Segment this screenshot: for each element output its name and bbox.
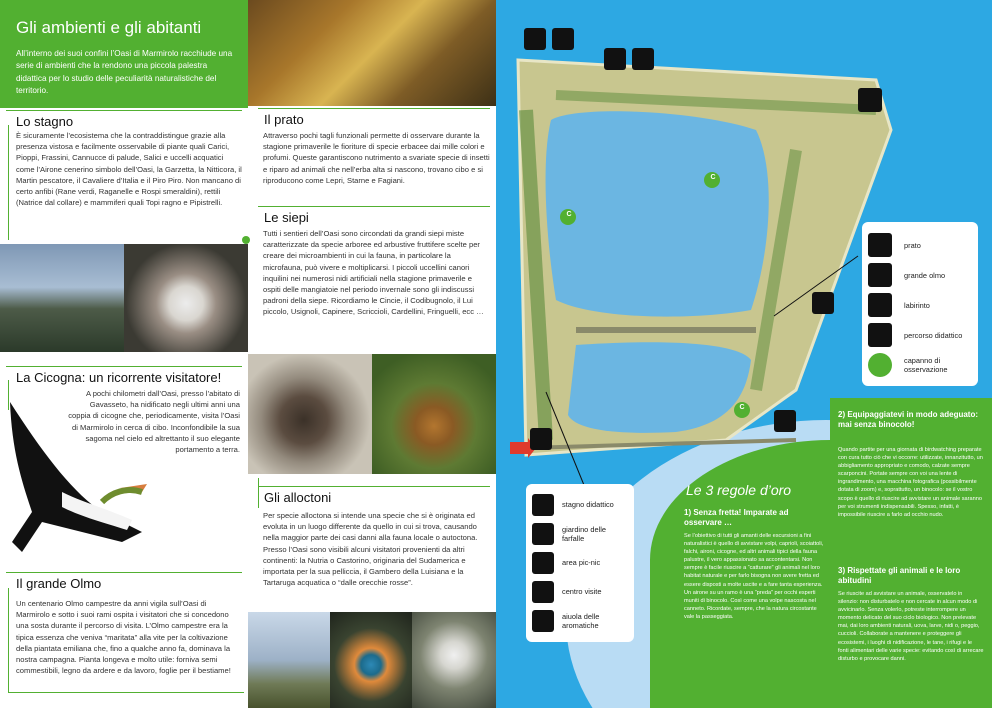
leaves-photo xyxy=(248,0,496,106)
legend-right xyxy=(862,222,978,386)
grass-icon xyxy=(868,233,892,257)
hiker-icon[interactable] xyxy=(632,48,654,70)
grass-icon[interactable] xyxy=(524,28,546,50)
hide-c-icon xyxy=(868,353,892,377)
legend-item xyxy=(868,320,972,350)
legend-label: aiuola delle aromatiche xyxy=(562,611,600,630)
maze-icon[interactable] xyxy=(858,88,882,112)
nutria-photo xyxy=(248,354,372,474)
house-icon xyxy=(532,581,554,603)
stagno-heading: Lo stagno xyxy=(16,114,74,129)
cicogna-section xyxy=(6,366,242,388)
rule2-text: Quando partite per una giornata di birdwatching preparate con cura tutto ciò che vi occorre: utilizzate, innanzitutto, un abbigliamento appropriato e comodo, calzate sempre scarponcini. Portate sempre con voi una lente di ingrandimento, una macchina fotografica (possibilmente dotata di zoom) e, soprattutto, un binocolo: se il vostro scopo è quello di riuscire ad avvistare un animale saranno per voi strumenti indispensabili. Spesso, infatti, è impossibile riuscire a farlo ad occhio nudo. xyxy=(838,447,983,518)
rule1-heading: 1) Senza fretta! Imparate ad osservare … xyxy=(684,508,789,527)
hiker-icon[interactable] xyxy=(530,428,552,450)
legend-item xyxy=(532,490,628,519)
siepi-section xyxy=(258,206,490,228)
legend-bottom xyxy=(526,484,634,642)
legend-label: area pic-nic xyxy=(562,558,601,567)
legend-item xyxy=(868,230,972,260)
connector-dot xyxy=(242,236,250,244)
olmo-text: Un centenario Olmo campestre da anni vigila sull’Oasi di Marmirolo e sotto i suoi rami ospita i visitatori che si concedono una sosta durante il percorso di visita. L’Olmo campestre era la tipica essenza che veniva “maritata” alla vite per la coltivazione della piantata emiliana che, fino a qualche anno fa, dominava la nostra campagna. Pianta longeva e molto utile: forniva semi commestibili, legno da ardere e da lavoro, foglie per il bestiame! xyxy=(16,599,231,676)
leaf-icon xyxy=(532,610,554,632)
legend-label: prato xyxy=(904,240,921,250)
hiker-icon xyxy=(868,323,892,347)
prato-section xyxy=(258,108,490,130)
rule3-text: Se riuscite ad avvistare un animale, osservatelo in silenzio: non disturbatelo e non cercate in alcun modo di avvicinarlo. Senza volerlo, potreste interrompere un momento delicato del suo ciclo biologico. Non prelevate mai, dai loro ambienti naturali, uova, larve, nidi o, peggio, cuccioli. Collaborate a mantenere e proteggere gli ecosistemi, i luoghi di nidificazione, le tane, i rifugi e le fonti alimentari delle varie specie: evitando così di arrecare disturbo e provocare danni. xyxy=(838,591,984,662)
map-marker-c[interactable]: C xyxy=(739,404,745,411)
rule1-text: Se l’obiettivo di tutti gli amanti delle escursioni a fini naturalistici è quello di avvistare volpi, caprioli, scoiattoli, falchi, aironi, cicogne, ed altri animali tipici della fauna palustre, il vero appassionato sa accontentarsi. Non sempre è facile riuscire a “catturare” gli animali nel loro habitat naturale e per farlo bisogna non avere fretta ed essere disposti a molte uscite e a fare tanta esperienza. Un airone su un ramo è una “preda” per occhi esperti muniti di binocolo. Così come una volpe nascosta nel canneto. Ricordate, sempre, che la natura circostante vale la passeggiata. xyxy=(684,533,824,620)
picnic-icon xyxy=(532,552,554,574)
tree-icon[interactable] xyxy=(604,48,626,70)
prato-text: Attraverso pochi tagli funzionali permette di osservare durante la stagione primaverile le fioriture di specie erbacee dai mille colori e profumi. Queste garantiscono nutrimento a svariate specie di insetti e riparo ad animali che nell’erba alta si nascono, trovano cibo e si riproducono come Lepri, Starne e Fagiani. xyxy=(263,131,490,185)
deer-photo xyxy=(372,354,496,474)
tree-icon xyxy=(868,263,892,287)
stagno-text: È sicuramente l’ecosistema che la contraddistingue grazie alla presenza vistosa e facilmente osservabile di piante quali Carici, Pioppi, Frassini, Cannucce di palude, Salici e uccelli acquatici come l’Airone cenerino simbolo dell’Oasi, la Garzetta, la Nitticora, il Martin pescatore, il Cavaliere d’Italia e il Piro Piro. Non mancano di certo anfibi (Rane verdi, Raganelle e Rospi smeraldini), rettili (Natrice dal collare) e mammiferi quali Topi ragno e Pipistrelli. xyxy=(16,131,242,208)
map-marker-c[interactable]: C xyxy=(566,211,572,218)
hiker-icon[interactable] xyxy=(552,28,574,50)
legend-item xyxy=(868,260,972,290)
legend-item xyxy=(532,577,628,606)
legend-item xyxy=(868,290,972,320)
legend-item xyxy=(532,548,628,577)
intro-title: Gli ambienti e gli abitanti xyxy=(16,18,202,37)
intro-text: All’interno dei suoi confini l’Oasi di Marmirolo racchiude una serie di ambienti che la rendono una piccola palestra didattica per lo studio delle peculiarità naturalistiche del territorio. xyxy=(16,49,233,96)
legend-item xyxy=(532,519,628,548)
cicogna-heading: La Cicogna: un ricorrente visitatore! xyxy=(16,370,222,385)
connector-line-3 xyxy=(8,588,9,692)
maze-icon xyxy=(868,293,892,317)
alloctoni-section xyxy=(258,486,490,508)
connector-line-4 xyxy=(8,692,244,693)
legend-label: giardino delle farfalle xyxy=(562,524,606,543)
rule3-heading: 3) Rispettate gli animali e le loro abitudini xyxy=(838,566,961,585)
connector-line-5 xyxy=(258,478,259,508)
pond-photo xyxy=(0,244,124,352)
alloctoni-heading: Gli alloctoni xyxy=(264,490,332,505)
connector-line xyxy=(8,125,9,240)
map-marker-c[interactable]: C xyxy=(710,174,716,181)
intro-band xyxy=(0,0,248,108)
olmo-section xyxy=(6,572,242,594)
rules-title: Le 3 regole d’oro xyxy=(686,482,792,498)
cicogna-text: A pochi chilometri dall’Oasi, presso l’abitato di Gavasseto, ha nidificato negli ultimi anni una coppia di cicogne che, periodicamente, visita l’Oasi di Marmirolo in cerca di cibo. Inconfondibile la sua sagoma nel cielo ed altrettanto il suo elegante portamento a terra. xyxy=(68,389,240,455)
legend-label: centro visite xyxy=(562,587,602,596)
olmo-heading: Il grande Olmo xyxy=(16,576,102,591)
legend-item xyxy=(868,350,972,380)
rule2-heading: 2) Equipaggiatevi in modo adeguato: mai senza binocolo! xyxy=(838,410,979,429)
hiker-icon[interactable] xyxy=(812,292,834,314)
legend-label: grande olmo xyxy=(904,270,946,280)
siepi-heading: Le siepi xyxy=(264,210,309,225)
butterfly-icon xyxy=(532,523,554,545)
alloctoni-text: Per specie alloctona si intende una specie che si è originata ed evoluta in un luogo differente da quello in cui si trova, causando nella maggior parte dei casi danni alla fauna locale o autoctona. Presso l’Oasi sono visibili alcuni visitatori provenienti da altri continenti: la Nutria o Castorino, originaria del Sudamerica e importata per la sua pelliccia, il Gambero della Luisiana e la Tartaruga acquatica o “dalle orecchie rosse”. xyxy=(263,511,478,588)
kingfisher-photo xyxy=(330,612,412,708)
legend-label: stagno didattico xyxy=(562,500,614,509)
legend-label: percorso didattico xyxy=(904,330,963,340)
stagno-section xyxy=(6,110,242,132)
elm-photo xyxy=(248,612,330,708)
legend-label: capanno di osservazione xyxy=(904,356,948,374)
legend-label: labirinto xyxy=(904,300,930,310)
legend-item xyxy=(532,606,628,635)
bird-photo xyxy=(124,244,248,352)
hiker-icon[interactable] xyxy=(774,410,796,432)
siepi-text: Tutti i sentieri dell’Oasi sono circondati da grandi siepi miste caratterizzate da specie arboree ed arbustive fruttifere scelte per creare dei microambienti in cui la fauna, in particolare la microfauna, può vivere e moltiplicarsi. I piccoli uccellini canori inquilini nei numerosi nidi artificiali nella stagione primaverile e ospiti delle mangiatoie nel periodo invernale sono gli indiscussi padroni della siepe. Ricordiamo le Cincie, il Codibugnolo, il Lui piccolo, Usignoli, Capinere, Scriccioli, Cardellini, Fringuelli, ecc … xyxy=(263,229,484,317)
pond-icon xyxy=(532,494,554,516)
egret-photo xyxy=(412,612,496,708)
prato-heading: Il prato xyxy=(264,112,304,127)
